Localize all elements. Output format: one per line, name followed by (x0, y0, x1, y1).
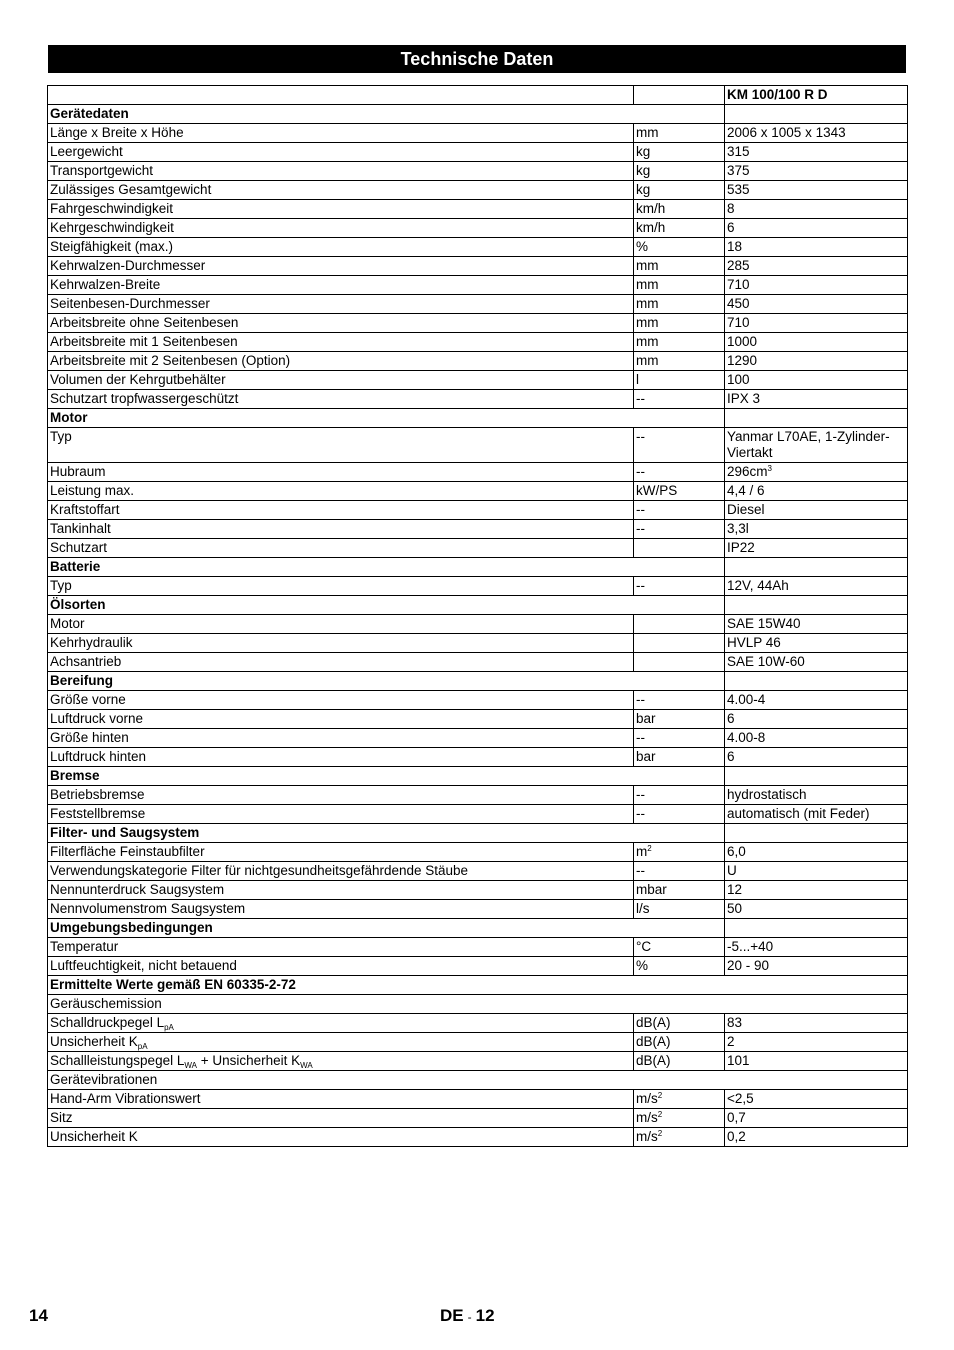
spec-value-text: 285 (727, 258, 750, 273)
spec-unit-text: mm (636, 353, 659, 368)
spec-label: Luftdruck hinten (48, 748, 634, 767)
spec-value-text: U (727, 863, 737, 878)
spec-unit (634, 482, 725, 501)
spec-value (725, 501, 908, 520)
spec-label: Transportgewicht (48, 162, 634, 181)
spec-row (48, 390, 908, 409)
spec-unit-text: -- (636, 863, 645, 878)
spec-unit (634, 314, 725, 333)
spec-value: 83 (725, 1014, 908, 1033)
spec-label: Schutzart tropfwassergeschützt (48, 390, 634, 409)
spec-row (48, 276, 908, 295)
group-label: Gerätevibrationen (48, 1071, 908, 1090)
section-heading: Batterie (48, 558, 725, 577)
page-number: 14 (29, 1306, 48, 1325)
spec-row (48, 862, 908, 881)
spec-row (48, 653, 908, 672)
spec-label-text: + Unsicherheit K (196, 1053, 301, 1068)
spec-row (48, 219, 908, 238)
footer-subpage: 12 (475, 1306, 495, 1325)
spec-unit-text: -- (636, 429, 645, 444)
spec-label: Motor (48, 615, 634, 634)
spec-value-text: 450 (727, 296, 750, 311)
spec-value-text: 6 (727, 749, 735, 764)
spec-label: Nennunterdruck Saugsystem (48, 881, 634, 900)
section-heading-value (725, 409, 908, 428)
spec-unit-text: mm (636, 125, 659, 140)
spec-row (48, 200, 908, 219)
spec-row (48, 371, 908, 390)
spec-unit (634, 162, 725, 181)
spec-value-text: 535 (727, 182, 750, 197)
spec-row (48, 257, 908, 276)
spec-label: Größe vorne (48, 691, 634, 710)
spec-row (48, 333, 908, 352)
spec-label: Volumen der Kehrgutbehälter (48, 371, 634, 390)
spec-value-sup: 3 (767, 464, 772, 473)
spec-row (48, 181, 908, 200)
spec-value-text: 2006 x 1005 x 1343 (727, 125, 846, 140)
spec-row (48, 938, 908, 957)
spec-label: Leistung max. (48, 482, 634, 501)
spec-unit-text: km/h (636, 220, 666, 235)
spec-row (48, 314, 908, 333)
spec-unit (634, 295, 725, 314)
spec-unit (634, 900, 725, 919)
footer-dash: - (467, 1310, 472, 1324)
spec-unit-text: l (636, 372, 639, 387)
spec-row (48, 238, 908, 257)
spec-unit-text: kg (636, 182, 651, 197)
footer-section-label (440, 1306, 495, 1326)
spec-unit (634, 520, 725, 539)
spec-value (725, 539, 908, 558)
spec-label: Typ (48, 428, 634, 463)
spec-row (48, 729, 908, 748)
spec-unit (634, 843, 725, 862)
spec-unit (634, 1090, 725, 1109)
spec-unit (634, 957, 725, 976)
spec-unit (634, 539, 725, 558)
spec-unit (634, 938, 725, 957)
spec-value-text: IP22 (727, 540, 755, 555)
spec-value-text: 18 (727, 239, 743, 254)
spec-row (48, 1109, 908, 1128)
spec-value (725, 691, 908, 710)
spec-unit-text: -- (636, 391, 645, 406)
spec-row (48, 463, 908, 482)
spec-value (725, 257, 908, 276)
spec-label: Nennvolumenstrom Saugsystem (48, 900, 634, 919)
spec-label: Achsantrieb (48, 653, 634, 672)
spec-unit-text: -- (636, 578, 645, 593)
spec-row (48, 634, 908, 653)
spec-value: 0,7 (725, 1109, 908, 1128)
spec-value-text: 1000 (727, 334, 758, 349)
spec-value (725, 333, 908, 352)
spec-unit (634, 691, 725, 710)
spec-label: Verwendungskategorie Filter für nichtgesundheitsgefährdende Stäube (48, 862, 634, 881)
section-heading-row (48, 596, 908, 615)
spec-value-text: 6 (727, 711, 735, 726)
spec-value (725, 748, 908, 767)
spec-value (725, 314, 908, 333)
spec-unit (634, 786, 725, 805)
spec-unit (634, 615, 725, 634)
spec-label: Leergewicht (48, 143, 634, 162)
spec-row (48, 539, 908, 558)
spec-row (48, 295, 908, 314)
spec-value-text: 315 (727, 144, 750, 159)
spec-unit-text: kW/PS (636, 483, 678, 498)
spec-value (725, 634, 908, 653)
section-heading-value (725, 824, 908, 843)
spec-label-text: Schallleistungspegel L (50, 1053, 185, 1068)
section-heading-row (48, 558, 908, 577)
spec-value (725, 352, 908, 371)
spec-value-text: 710 (727, 277, 750, 292)
spec-unit-text: mbar (636, 882, 667, 897)
spec-unit (634, 352, 725, 371)
spec-unit-text: -- (636, 692, 645, 707)
spec-unit (634, 181, 725, 200)
spec-row (48, 710, 908, 729)
spec-label-sub: WA (184, 1061, 197, 1070)
spec-value-text: 4,4 / 6 (727, 483, 765, 498)
spec-unit (634, 1128, 725, 1147)
spec-label-sub: pA (164, 1023, 174, 1032)
spec-row (48, 691, 908, 710)
spec-label (48, 1033, 634, 1052)
spec-value-text: 100 (727, 372, 750, 387)
section-heading: Ölsorten (48, 596, 725, 615)
section-heading-row (48, 824, 908, 843)
spec-value-text: 3,3l (727, 521, 749, 536)
spec-label: Kehrwalzen-Durchmesser (48, 257, 634, 276)
spec-value (725, 390, 908, 409)
spec-label: Seitenbesen-Durchmesser (48, 295, 634, 314)
spec-value: 101 (725, 1052, 908, 1071)
spec-label: Luftdruck vorne (48, 710, 634, 729)
spec-label: Arbeitsbreite mit 1 Seitenbesen (48, 333, 634, 352)
spec-unit (634, 390, 725, 409)
spec-value-text: 12 (727, 882, 743, 897)
spec-unit-sup: 2 (647, 844, 652, 853)
spec-value: 2 (725, 1033, 908, 1052)
spec-unit-text: °C (636, 939, 652, 954)
spec-value (725, 900, 908, 919)
section-heading-value (725, 919, 908, 938)
spec-row (48, 843, 908, 862)
spec-value (725, 143, 908, 162)
section-heading-value (725, 672, 908, 691)
spec-label (48, 1014, 634, 1033)
spec-unit (634, 748, 725, 767)
spec-unit (634, 124, 725, 143)
section-heading-value (725, 767, 908, 786)
spec-label: Steigfähigkeit (max.) (48, 238, 634, 257)
spec-label: Hubraum (48, 463, 634, 482)
spec-value (725, 843, 908, 862)
spec-unit (634, 501, 725, 520)
spec-label: Typ (48, 577, 634, 596)
model-header: KM 100/100 R D (725, 86, 908, 105)
section-heading: Motor (48, 409, 725, 428)
spec-unit-text: -- (636, 806, 645, 821)
spec-value (725, 957, 908, 976)
spec-row (48, 482, 908, 501)
spec-row (48, 1014, 908, 1033)
spec-label: Kehrgeschwindigkeit (48, 219, 634, 238)
spec-value (725, 276, 908, 295)
spec-unit (634, 238, 725, 257)
spec-unit-text: m/s (636, 1129, 658, 1144)
spec-unit (634, 710, 725, 729)
spec-value (725, 371, 908, 390)
spec-unit-sup: 2 (657, 1129, 663, 1138)
spec-value (725, 482, 908, 501)
spec-value (725, 881, 908, 900)
spec-unit-text: -- (636, 787, 645, 802)
spec-label-text: Unsicherheit K (50, 1034, 138, 1049)
spec-row (48, 1128, 908, 1147)
spec-value (725, 520, 908, 539)
spec-unit-text: km/h (636, 201, 666, 216)
group-label: Geräuschemission (48, 995, 908, 1014)
section-heading-row (48, 919, 908, 938)
section-heading-row (48, 105, 908, 124)
spec-unit (634, 257, 725, 276)
section-heading-value (725, 105, 908, 124)
spec-value (725, 938, 908, 957)
spec-label: Fahrgeschwindigkeit (48, 200, 634, 219)
spec-value-text: 6 (727, 220, 735, 235)
spec-unit-text: kg (636, 144, 651, 159)
spec-unit (634, 729, 725, 748)
spec-row (48, 352, 908, 371)
spec-value-text: 8 (727, 201, 735, 216)
header-row (48, 86, 908, 105)
spec-unit (634, 1109, 725, 1128)
section-heading-row (48, 672, 908, 691)
spec-unit-text: mm (636, 315, 659, 330)
spec-value (725, 862, 908, 881)
spec-value-text: 4.00-4 (727, 692, 766, 707)
spec-value-text: 710 (727, 315, 750, 330)
spec-value (725, 162, 908, 181)
spec-value (725, 200, 908, 219)
spec-unit-text: -- (636, 464, 645, 479)
spec-label: Zulässiges Gesamtgewicht (48, 181, 634, 200)
group-row (48, 995, 908, 1014)
spec-value (725, 219, 908, 238)
spec-unit (634, 634, 725, 653)
spec-value-text: 12V, 44Ah (727, 578, 789, 593)
spec-row (48, 805, 908, 824)
spec-value (725, 615, 908, 634)
spec-unit-text: mm (636, 277, 659, 292)
spec-unit: dB(A) (634, 1014, 725, 1033)
page-title: Technische Daten (48, 45, 906, 73)
spec-row (48, 786, 908, 805)
header-empty-cell (48, 86, 634, 105)
spec-unit-text: mm (636, 258, 659, 273)
spec-unit-text: m/s (636, 1091, 658, 1106)
header-empty-cell (634, 86, 725, 105)
spec-value-text: 4.00-8 (727, 730, 766, 745)
spec-label-sub: WA (300, 1061, 313, 1070)
spec-value (725, 463, 908, 482)
spec-value-text: SAE 10W-60 (727, 654, 805, 669)
spec-unit (634, 805, 725, 824)
spec-label: Betriebsbremse (48, 786, 634, 805)
spec-value (725, 710, 908, 729)
spec-value-text: 296cm (727, 464, 768, 479)
spec-value (725, 295, 908, 314)
section-heading: Ermittelte Werte gemäß EN 60335-2-72 (48, 976, 908, 995)
spec-unit-text: bar (636, 749, 656, 764)
spec-unit: dB(A) (634, 1033, 725, 1052)
spec-unit (634, 653, 725, 672)
spec-label: Filterfläche Feinstaubfilter (48, 843, 634, 862)
spec-label: Sitz (48, 1109, 634, 1128)
spec-label: Kraftstoffart (48, 501, 634, 520)
spec-unit (634, 577, 725, 596)
spec-value-text: automatisch (mit Feder) (727, 806, 870, 821)
spec-unit (634, 862, 725, 881)
spec-value-text: 50 (727, 901, 743, 916)
spec-label: Länge x Breite x Höhe (48, 124, 634, 143)
section-heading-value (725, 558, 908, 577)
spec-value (725, 577, 908, 596)
spec-label: Kehrwalzen-Breite (48, 276, 634, 295)
spec-value-text: hydrostatisch (727, 787, 807, 802)
spec-value-text: Diesel (727, 502, 765, 517)
spec-label: Größe hinten (48, 729, 634, 748)
spec-unit (634, 463, 725, 482)
spec-row (48, 520, 908, 539)
spec-value-text: Yanmar L70AE, 1-Zylinder-Viertakt (727, 429, 890, 460)
spec-unit-sup: 2 (657, 1110, 663, 1119)
spec-value-text: SAE 15W40 (727, 616, 801, 631)
spec-unit (634, 333, 725, 352)
section-heading: Bereifung (48, 672, 725, 691)
spec-unit-text: -- (636, 502, 645, 517)
spec-row (48, 143, 908, 162)
spec-value (725, 729, 908, 748)
spec-value-text: HVLP 46 (727, 635, 781, 650)
spec-value-text: 375 (727, 163, 750, 178)
spec-row (48, 1033, 908, 1052)
spec-unit-text: l/s (636, 901, 650, 916)
spec-label: Unsicherheit K (48, 1128, 634, 1147)
spec-row (48, 615, 908, 634)
spec-row (48, 1052, 908, 1071)
spec-row (48, 428, 908, 463)
spec-unit-text: mm (636, 334, 659, 349)
spec-value: 0,2 (725, 1128, 908, 1147)
spec-unit (634, 143, 725, 162)
spec-row (48, 577, 908, 596)
spec-label: Tankinhalt (48, 520, 634, 539)
spec-label: Arbeitsbreite ohne Seitenbesen (48, 314, 634, 333)
spec-unit (634, 219, 725, 238)
spec-unit-text: % (636, 958, 649, 973)
spec-label: Arbeitsbreite mit 2 Seitenbesen (Option) (48, 352, 634, 371)
spec-unit-text: mm (636, 296, 659, 311)
spec-label: Temperatur (48, 938, 634, 957)
spec-row (48, 162, 908, 181)
spec-row (48, 501, 908, 520)
spec-unit (634, 428, 725, 463)
section-heading: Filter- und Saugsystem (48, 824, 725, 843)
spec-value (725, 238, 908, 257)
spec-unit-text: m (636, 844, 648, 859)
spec-row (48, 1090, 908, 1109)
spec-value-text: -5...+40 (727, 939, 774, 954)
spec-table (47, 85, 908, 1147)
spec-label (48, 1052, 634, 1071)
section-heading-row (48, 976, 908, 995)
spec-unit-text: % (636, 239, 649, 254)
spec-value (725, 124, 908, 143)
section-heading-value (725, 596, 908, 615)
spec-unit-text: bar (636, 711, 656, 726)
spec-row (48, 748, 908, 767)
spec-row (48, 881, 908, 900)
spec-unit (634, 200, 725, 219)
section-heading-row (48, 409, 908, 428)
section-heading: Umgebungsbedingungen (48, 919, 725, 938)
spec-row (48, 957, 908, 976)
spec-value (725, 181, 908, 200)
spec-unit-text: kg (636, 163, 651, 178)
spec-unit (634, 276, 725, 295)
spec-label-sub: pA (137, 1042, 148, 1051)
spec-label: Luftfeuchtigkeit, nicht betauend (48, 957, 634, 976)
spec-unit-text: m/s (636, 1110, 658, 1125)
spec-value: <2,5 (725, 1090, 908, 1109)
spec-value-text: 6,0 (727, 844, 746, 859)
spec-label: Feststellbremse (48, 805, 634, 824)
spec-label: Kehrhydraulik (48, 634, 634, 653)
spec-unit-sup: 2 (657, 1091, 663, 1100)
spec-row (48, 124, 908, 143)
section-heading-row (48, 767, 908, 786)
spec-value-text: IPX 3 (727, 391, 761, 406)
spec-value (725, 786, 908, 805)
spec-row (48, 900, 908, 919)
section-heading: Bremse (48, 767, 725, 786)
spec-value (725, 805, 908, 824)
spec-label: Schutzart (48, 539, 634, 558)
spec-unit-text: -- (636, 730, 645, 745)
spec-unit: dB(A) (634, 1052, 725, 1071)
group-row (48, 1071, 908, 1090)
footer-lang: DE (440, 1306, 464, 1325)
spec-value (725, 653, 908, 672)
spec-label: Hand-Arm Vibrationswert (48, 1090, 634, 1109)
spec-unit-text: -- (636, 521, 645, 536)
spec-value-text: 20 - 90 (727, 958, 770, 973)
spec-value (725, 428, 908, 463)
spec-value-text: 1290 (727, 353, 758, 368)
spec-label-text: Schalldruckpegel L (50, 1015, 165, 1030)
spec-unit (634, 371, 725, 390)
spec-unit (634, 881, 725, 900)
section-heading: Gerätedaten (48, 105, 725, 124)
